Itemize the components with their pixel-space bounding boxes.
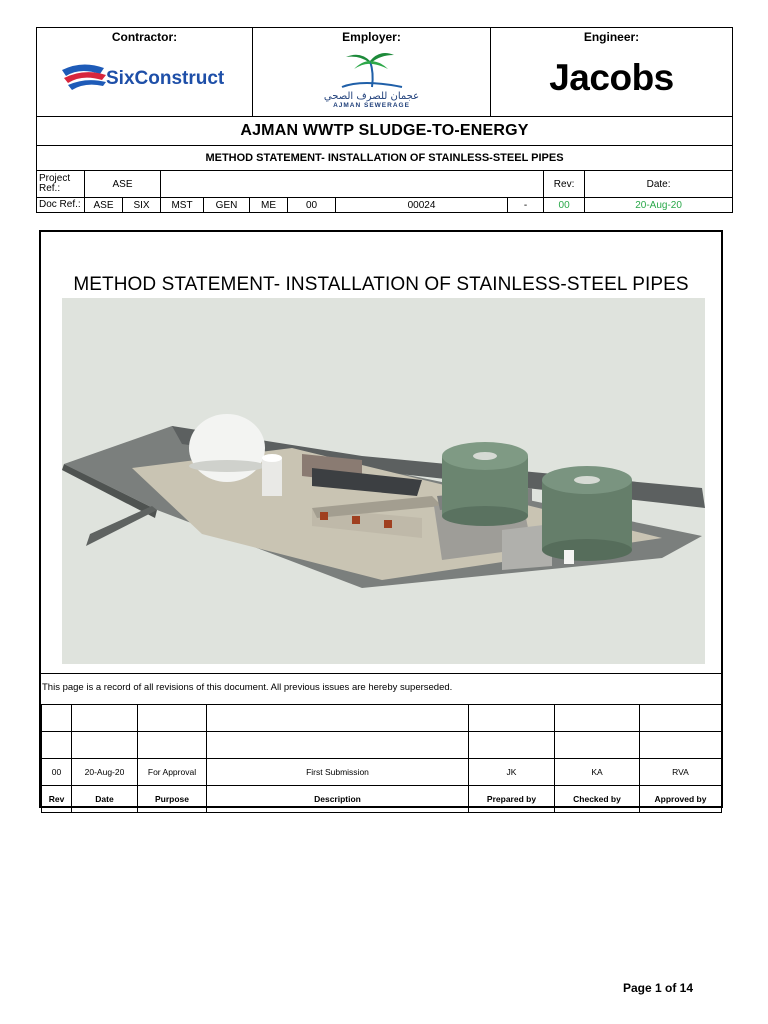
revision-date: 20-Aug-20	[72, 759, 138, 786]
method-statement-subtitle: METHOD STATEMENT- INSTALLATION OF STAINLESS-STEEL PIPES	[37, 146, 733, 171]
engineer-cell	[491, 28, 733, 117]
notice-divider	[41, 673, 721, 674]
engineer-label: Engineer:	[583, 30, 640, 44]
doc-ref-part: ME	[250, 198, 288, 213]
revision-approved-by: RVA	[640, 759, 722, 786]
column-header: Date	[72, 786, 138, 813]
column-header: Checked by	[555, 786, 640, 813]
plant-render-illustration	[62, 298, 705, 664]
doc-ref-part: ASE	[85, 198, 123, 213]
employer-logo	[253, 44, 490, 112]
plant-3d-render-image	[62, 298, 705, 664]
revision-row	[42, 759, 722, 786]
revision-notice: This page is a record of all revisions of this document. All previous issues are hereby superseded.	[42, 682, 453, 693]
revision-header-row	[42, 786, 722, 813]
document-header	[36, 27, 732, 213]
column-header: Prepared by	[469, 786, 555, 813]
project-ref-label: Project Ref.:	[37, 171, 85, 198]
jacobs-logo-text: Jacobs	[549, 57, 674, 98]
doc-ref-part: 00	[288, 198, 336, 213]
engineer-logo	[491, 44, 732, 112]
project-title: AJMAN WWTP SLUDGE-TO-ENERGY	[37, 117, 733, 146]
rev-label: Rev:	[544, 171, 585, 198]
revision-purpose: For Approval	[138, 759, 207, 786]
doc-ref-part: MST	[161, 198, 204, 213]
employer-cell	[253, 28, 491, 117]
palm-tree-icon	[332, 47, 412, 91]
contractor-label: Contractor:	[111, 30, 178, 44]
date-label: Date:	[585, 171, 733, 198]
date-value: 20-Aug-20	[585, 198, 733, 213]
doc-ref-label: Doc Ref.:	[37, 198, 85, 213]
header-parties-table	[36, 27, 733, 171]
employer-label: Employer:	[342, 30, 401, 44]
revision-rev: 00	[42, 759, 72, 786]
project-ref-value: ASE	[85, 171, 161, 198]
revision-checked-by: KA	[555, 759, 640, 786]
revision-table	[41, 704, 722, 813]
cover-frame	[39, 230, 723, 808]
rev-value: 00	[544, 198, 585, 213]
column-header: Purpose	[138, 786, 207, 813]
column-header: Description	[207, 786, 469, 813]
employer-arabic-name: عجمان للصرف الصحي	[323, 90, 420, 102]
contractor-logo	[37, 44, 252, 112]
revision-description: First Submission	[207, 759, 469, 786]
doc-ref-part: SIX	[123, 198, 161, 213]
project-ref-blank	[161, 171, 544, 198]
revision-prepared-by: JK	[469, 759, 555, 786]
document-reference-table	[36, 171, 733, 213]
svg-text:SixConstruct: SixConstruct	[105, 68, 224, 89]
revision-empty-row	[42, 705, 722, 732]
column-header: Approved by	[640, 786, 722, 813]
contractor-cell	[37, 28, 253, 117]
doc-ref-number: 00024	[336, 198, 508, 213]
revision-empty-row	[42, 732, 722, 759]
column-header: Rev	[42, 786, 72, 813]
doc-ref-part: -	[508, 198, 544, 213]
doc-ref-part: GEN	[204, 198, 250, 213]
main-title: METHOD STATEMENT- INSTALLATION OF STAINLESS-STEEL PIPES	[73, 274, 689, 295]
sixconstruct-logo-icon	[60, 58, 230, 98]
page-number: Page 1 of 14	[623, 981, 694, 995]
employer-english-name: AJMAN SEWERAGE	[333, 101, 410, 109]
